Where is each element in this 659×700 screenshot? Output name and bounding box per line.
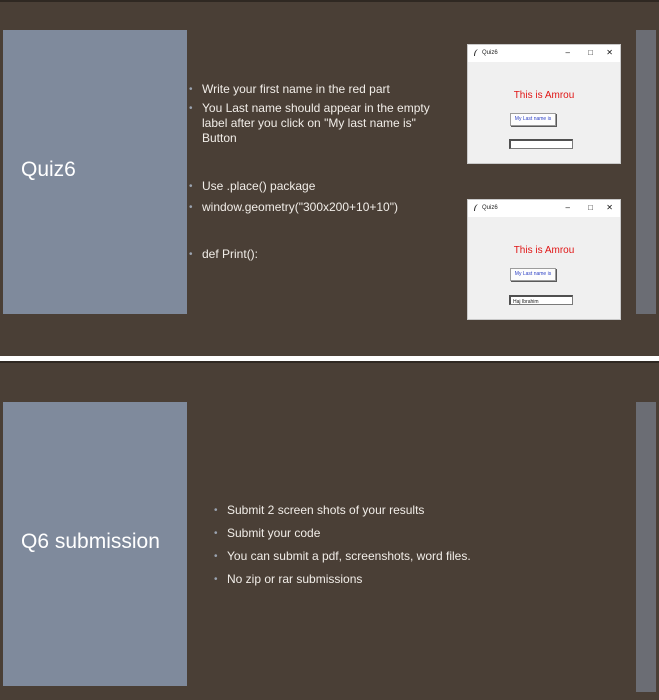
last-name-entry[interactable] — [509, 139, 573, 149]
slide-top-border — [0, 361, 659, 363]
bullet-item: • window.geometry("300x200+10+10") — [189, 200, 449, 215]
slide-side-bar — [636, 30, 656, 314]
slide-title: Q6 submission — [21, 530, 160, 553]
window-titlebar — [468, 200, 620, 217]
red-name-label: This is Amrou — [513, 245, 575, 256]
instruction-list-3 — [189, 247, 389, 262]
last-name-entry[interactable]: Haj Ibrahim — [509, 295, 573, 305]
maximize-icon[interactable]: □ — [588, 48, 593, 57]
window-title: Quiz6 — [482, 205, 498, 211]
red-name-label: This is Amrou — [513, 90, 575, 101]
bullet-item: • You can submit a pdf, screenshots, word files. — [214, 549, 534, 564]
title-panel — [3, 30, 187, 314]
tk-window-before — [467, 44, 621, 164]
last-name-button[interactable]: My Last name is — [510, 113, 556, 126]
maximize-icon[interactable]: □ — [588, 203, 593, 212]
feather-icon — [473, 49, 479, 57]
bullet-item: • You Last name should appear in the empty label after you click on "My last name is" Button — [189, 101, 444, 146]
instruction-list — [189, 82, 444, 146]
bullet-item: • Use .place() package — [189, 179, 449, 194]
submission-list — [214, 503, 534, 587]
bullet-item: • No zip or rar submissions — [214, 572, 534, 587]
slide-side-bar — [636, 402, 656, 692]
window-titlebar — [468, 45, 620, 62]
minimize-icon[interactable]: – — [565, 203, 570, 212]
instruction-list-2 — [189, 179, 449, 215]
slide-title: Quiz6 — [21, 158, 76, 181]
bullet-item: • Submit 2 screen shots of your results — [214, 503, 534, 518]
close-icon[interactable]: ✕ — [606, 48, 613, 57]
close-icon[interactable]: ✕ — [606, 203, 613, 212]
bullet-item: • def Print(): — [189, 247, 389, 262]
tk-window-after — [467, 199, 621, 320]
title-panel — [3, 402, 187, 686]
bullet-item: • Write your first name in the red part — [189, 82, 444, 97]
window-title: Quiz6 — [482, 50, 498, 56]
slide-q6-submission — [0, 361, 659, 700]
bullet-item: • Submit your code — [214, 526, 534, 541]
slide-top-border — [0, 0, 659, 2]
minimize-icon[interactable]: – — [565, 48, 570, 57]
last-name-button[interactable]: My Last name is — [510, 268, 556, 281]
feather-icon — [473, 204, 479, 212]
